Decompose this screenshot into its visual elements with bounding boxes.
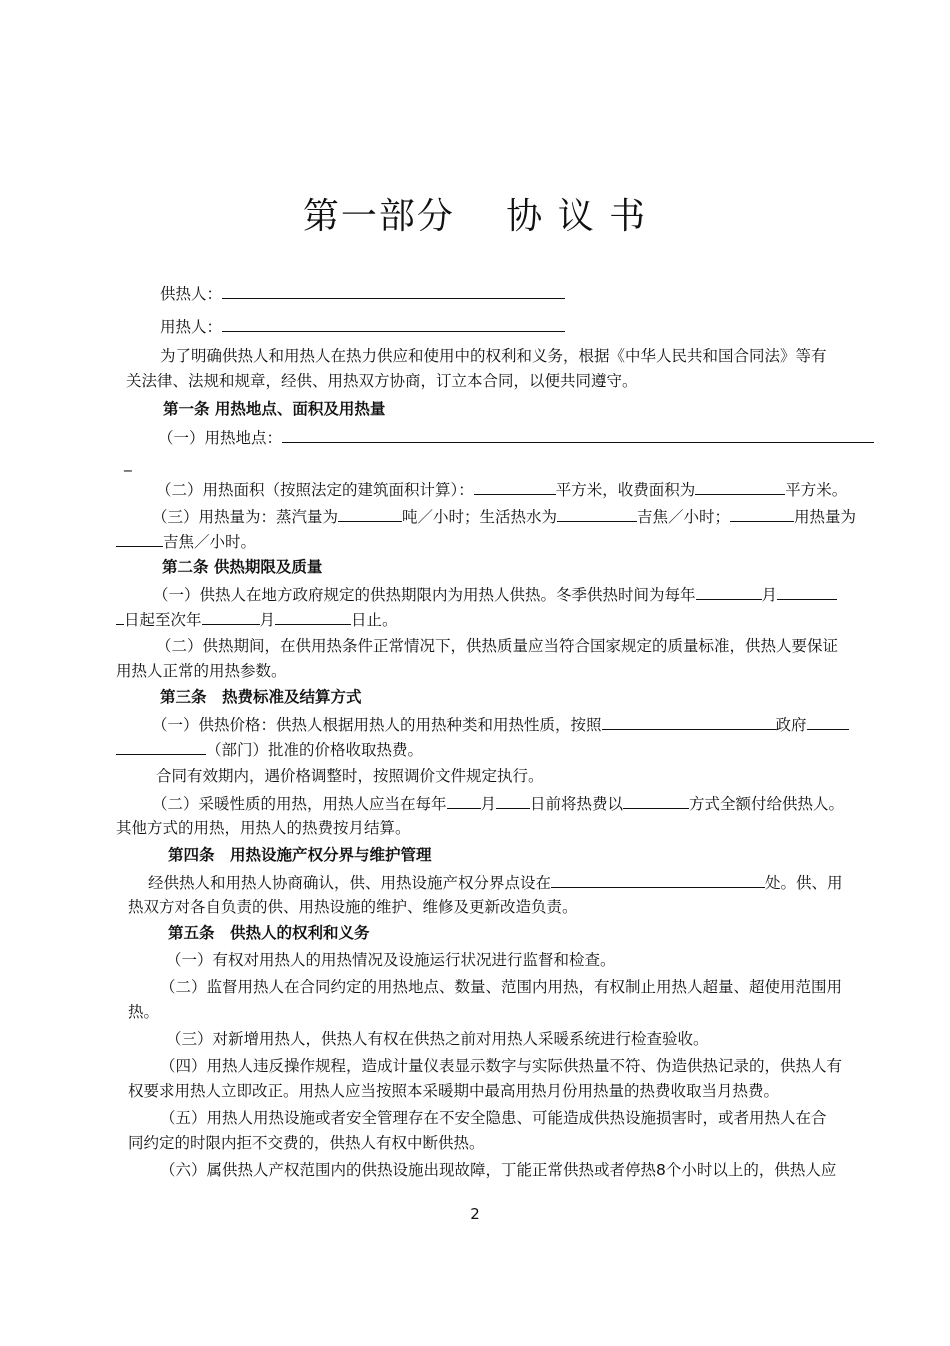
hotwater-blank[interactable] [557, 506, 637, 522]
location-blank[interactable] [282, 427, 874, 443]
boundary-text: 经供热人和用热人协商确认，供、用热设施产权分界点设在 [148, 874, 552, 892]
heat-amount-blank[interactable] [730, 506, 794, 522]
supplier-label: 供热人： [160, 285, 223, 303]
user-line [160, 316, 565, 337]
article-4-heading: 第四条 用热设施产权分界与维护管理 [168, 846, 432, 864]
article-2-quality-line-2: 用热人正常的用热参数。 [116, 662, 287, 680]
article-5-item-6: （六）属供热人产权范围内的供热设施出现故障，丁能正常供热或者停热8个小时以上的，供热人应 [160, 1161, 837, 1179]
price-text: （一）供热价格：供热人根据用热人的用热种类和用热性质，按照 [152, 716, 602, 734]
charge-area-label: 平方米，收费面积为 [555, 481, 696, 499]
start-day-blank[interactable] [777, 584, 837, 600]
article-5-item-5-line-2: 同约定的时限内拒不交费的，供热人有权中断供热。 [128, 1134, 485, 1152]
pay-day-blank[interactable] [496, 793, 530, 809]
payment-text: （二）采暖性质的用热，用热人应当在每年 [152, 795, 447, 813]
article-5-item-5-line-1: （五）用热人用热设施或者安全管理存在不安全隐患、可能造成供热设施损害时，或者用热人在合 [160, 1109, 827, 1127]
page-number: 2 [470, 1205, 480, 1223]
charge-area-blank[interactable] [695, 479, 785, 495]
article-1-heat-amount-line [152, 506, 856, 527]
article-1-area-line [156, 479, 847, 500]
article-5-item-4-line-2: 权要求用热人立即改正。用热人应当按照本采暖期中最高用热月份用热量的热费收取当月热费。 [128, 1082, 780, 1100]
article-2-heading: 第二条 供热期限及质量 [162, 558, 323, 576]
location-label: （一）用热地点： [158, 429, 283, 447]
steam-blank[interactable] [338, 506, 402, 522]
pay-month-blank[interactable] [447, 793, 481, 809]
article-3-heading: 第三条 热费标准及结算方式 [160, 688, 362, 706]
area-unit: 平方米。 [785, 481, 848, 499]
pay-month-unit: 月 [480, 795, 497, 813]
steam-label: （三）用热量为：蒸汽量为 [152, 508, 339, 526]
boundary-text-2: 处。供、用 [765, 874, 843, 892]
supplier-line [160, 283, 565, 304]
government-blank[interactable] [602, 714, 776, 730]
heat-amount-unit: 吉焦／小时。 [163, 533, 257, 551]
article-4-line-2: 热双方对各自负责的供、用热设施的维护、维修及更新改造负责。 [128, 898, 578, 916]
pay-method-label: 日前将热费以 [530, 795, 624, 813]
area-blank[interactable] [474, 479, 556, 495]
period-text: （一）供热人在地方政府规定的供热期限内为用热人供热。冬季供热时间为每年 [153, 586, 696, 604]
government-blank-2[interactable] [807, 714, 849, 730]
article-3-payment-line-2: 其他方式的用热，用热人的热费按月结算。 [116, 819, 411, 837]
article-5-heading: 第五条 供热人的权利和义务 [168, 924, 370, 942]
article-1-heading: 第一条 用热地点、面积及用热量 [163, 400, 386, 418]
pay-method-text: 方式全额付给供热人。 [689, 795, 845, 813]
article-5-item-4-line-1: （四）用热人违反操作规程，造成计量仪表显示数字与实际供热量不符、伪造供热记录的，供热人有 [160, 1057, 843, 1075]
article-3-price-line [152, 714, 849, 735]
article-5-item-3: （三）对新增用热人，供热人有权在供热之前对用热人采暖系统进行检查验收。 [166, 1030, 709, 1048]
article-3-price-line-2 [116, 739, 423, 760]
article-2-quality-line-1: （二）供热期间，在供用热条件正常情况下，供热质量应当符合国家规定的质量标准，供热人要保证 [156, 637, 839, 655]
end-month-unit: 月 [259, 611, 276, 629]
area-label: （二）用热面积（按照法定的建筑面积计算）： [156, 481, 474, 499]
article-4-line-1 [148, 872, 843, 893]
boundary-blank[interactable] [551, 872, 765, 888]
hotwater-unit: 吉焦／小时； [637, 508, 731, 526]
article-3-adjust-line: 合同有效期内，遇价格调整时，按照调价文件规定执行。 [156, 767, 544, 785]
document-title: 第一部分 协 议 书 [302, 196, 648, 237]
department-text: （部门）批准的价格收取热费。 [206, 741, 424, 759]
pay-method-blank[interactable] [623, 793, 689, 809]
end-month-blank[interactable] [202, 609, 260, 625]
article-2-period-line-2 [116, 609, 398, 630]
intro-line-1: 为了明确供热人和用热人在热力供应和使用中的权利和义务，根据《中华人民共和国合同法》等有 [160, 347, 827, 365]
start-month-blank[interactable] [696, 584, 762, 600]
heat-amount-line-2 [116, 531, 256, 552]
user-blank[interactable] [222, 316, 565, 332]
end-day-blank[interactable] [275, 609, 351, 625]
government-label: 政府 [775, 716, 807, 734]
start-month-unit: 月 [761, 586, 778, 604]
article-5-item-2-line-2: 热。 [128, 1003, 160, 1021]
heat-amount-label: 用热量为 [794, 508, 857, 526]
article-5-item-1: （一）有权对用热人的用热情况及设施运行状况进行监督和检查。 [166, 951, 616, 969]
intro-line-2: 关法律、法规和规章，经供、用热双方协商，订立本合同，以便共同遵守。 [126, 372, 638, 390]
article-5-item-2-line-1: （二）监督用热人在合同约定的用热地点、数量、范围内用热，有权制止用热人超量、超使用范围用 [160, 978, 843, 996]
location-continuation: _ [124, 454, 132, 472]
user-label: 用热人： [160, 318, 223, 336]
hotwater-label: 吨／小时；生活热水为 [402, 508, 558, 526]
start-day-blank-cont[interactable] [116, 609, 124, 625]
article-3-payment-line [152, 793, 844, 814]
article-1-location-line [158, 427, 874, 448]
heat-amount-value-blank[interactable] [116, 531, 163, 547]
article-2-period-line [153, 584, 837, 605]
department-blank[interactable] [116, 739, 206, 755]
until-next-year: 日起至次年 [124, 611, 202, 629]
supplier-blank[interactable] [222, 283, 565, 299]
end-day-unit: 日止。 [351, 611, 398, 629]
